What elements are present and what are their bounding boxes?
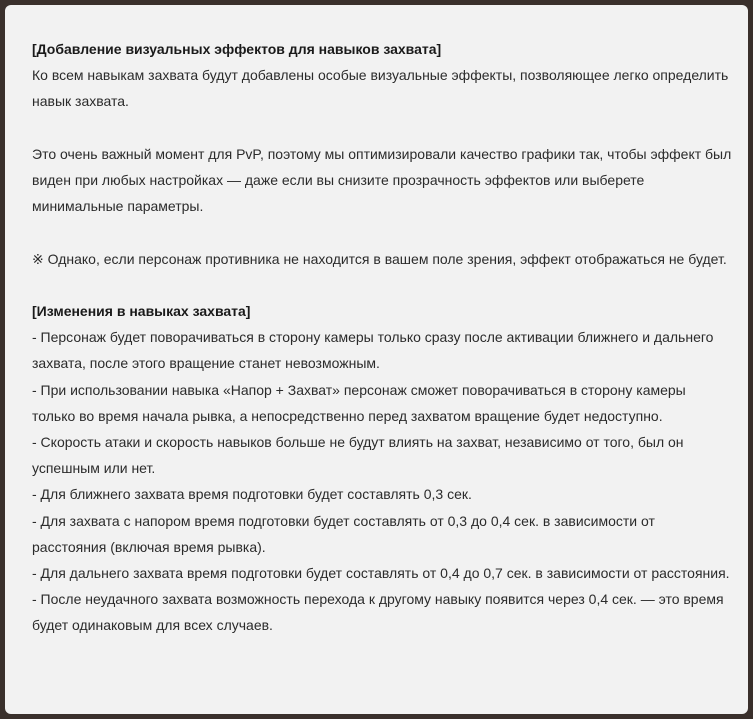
notice-content [32, 36, 732, 639]
list-item: - Для ближнего захвата время подготовки будет составлять 0,3 сек. [32, 486, 472, 503]
section-heading-visual-effects: [Добавление визуальных эффектов для навыков захвата] [32, 41, 442, 57]
section-heading-grab-changes: [Изменения в навыках захвата] [32, 302, 251, 319]
list-item: - Для захвата с напором время подготовки будет составлять от 0,3 до 0,4 сек. в зависимости от расстояния (включая время рывка). [32, 512, 655, 555]
paragraph-visual-effects-intro: Ко всем навыкам захвата будут добавлены особые визуальные эффекты, позволяющее легко определить навык захвата. [32, 67, 729, 110]
spacer [32, 272, 732, 298]
paragraph-visibility-note: ※ Однако, если персонаж противника не находится в вашем поле зрения, эффект отображаться не будет. [32, 250, 727, 267]
list-item: - Скорость атаки и скорость навыков больше не будут влиять на захват, независимо от того, был он успешным или нет. [32, 434, 684, 477]
list-item: - Персонаж будет поворачиваться в сторону камеры только сразу после активации ближнего и дальнего захвата, после этого вращение станет невозможным. [32, 329, 714, 372]
paragraph-pvp-note: Это очень важный момент для PvP, поэтому мы оптимизировали качество графики так, чтобы эффект был виден при любых настройках — даже если вы снизите прозрачность эффектов или выберете минимальные параметры. [32, 145, 732, 215]
spacer [32, 115, 732, 141]
list-item: - При использовании навыка «Напор + Захват» персонаж сможет поворачиваться в сторону камеры только во время начала рывка, а непосредственно перед захватом вращение будет недоступно. [32, 381, 686, 424]
list-item: - После неудачного захвата возможность перехода к другому навыку появится через 0,4 сек. — это время будет одинаковым для всех случаев. [32, 591, 724, 634]
spacer [32, 219, 732, 245]
list-item: - Для дальнего захвата время подготовки будет составлять от 0,4 до 0,7 сек. в зависимости от расстояния. [32, 565, 730, 582]
notice-card [5, 5, 748, 714]
